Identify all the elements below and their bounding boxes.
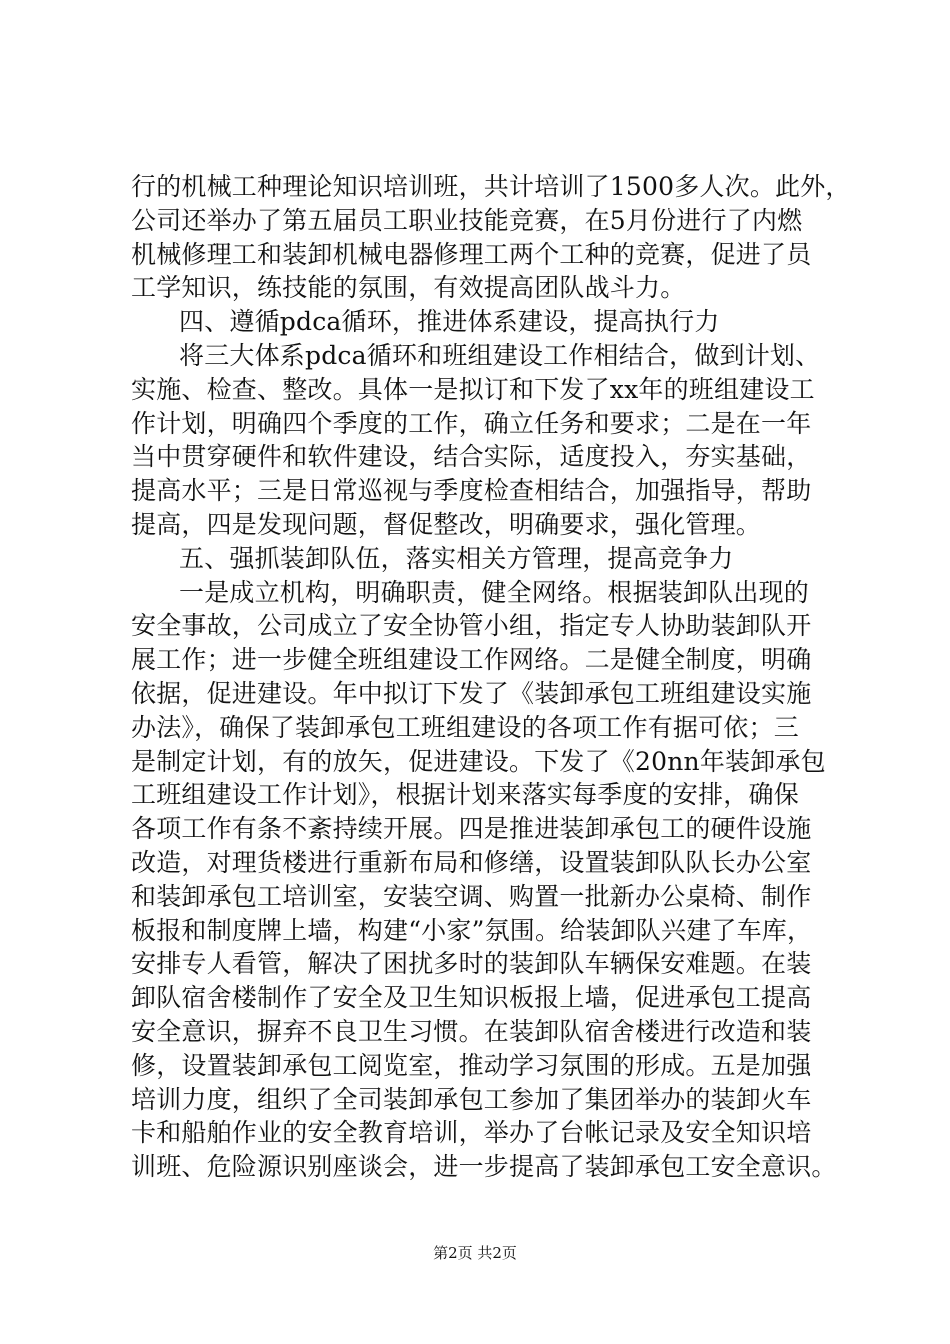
text-line: 卡和船舶作业的安全教育培训，举办了台帐记录及安全知识培: [131, 1118, 812, 1148]
text-line: 和装卸承包工培训室，安装空调、购置一批新办公桌椅、制作: [131, 881, 812, 911]
text-line: 安全意识，摒弃不良卫生习惯。在装卸队宿舍楼进行改造和装: [131, 1016, 812, 1046]
text-line: 安排专人看管，解决了困扰多时的装卸队车辆保安难题。在装: [131, 949, 812, 979]
text-line: 当中贯穿硬件和软件建设，结合实际，适度投入，夯实基础，: [131, 442, 812, 472]
text-line: 安全事故，公司成立了安全协管小组，指定专人协助装卸队开: [131, 611, 812, 641]
text-line: 卸队宿舍楼制作了安全及卫生知识板报上墙，促进承包工提高: [131, 983, 812, 1013]
text-line: 培训力度，组织了全司装卸承包工参加了集团举办的装卸火车: [131, 1084, 812, 1114]
text-line: 行的机械工种理论知识培训班，共计培训了1500多人次。此外，: [131, 172, 851, 201]
text-line: 板报和制度牌上墙，构建“小家”氛围。给装卸队兴建了车库，: [131, 915, 813, 945]
text-line: 依据，促进建设。年中拟订下发了《装卸承包工班组建设实施: [131, 678, 812, 708]
text-line: 办法》，确保了装卸承包工班组建设的各项工作有据可依；三: [131, 712, 799, 742]
text-line: 训班、危险源识别座谈会，进一步提高了装卸承包工安全意识。: [131, 1152, 837, 1182]
page-number: 第2页 共2页: [433, 1244, 517, 1262]
text-line: 公司还举办了第五届员工职业技能竞赛，在5月份进行了内燃: [131, 205, 803, 235]
body-text: [131, 170, 851, 1184]
text-line: 实施、检查、整改。具体一是拟订和下发了xx年的班组建设工: [131, 374, 815, 404]
section-heading: 四、遵循pdca循环，推进体系建设，提高执行力: [179, 307, 720, 337]
text-line: 修，设置装卸承包工阅览室，推动学习氛围的形成。五是加强: [131, 1050, 812, 1080]
text-line: 将三大体系pdca循环和班组建设工作相结合，做到计划、: [179, 340, 821, 370]
text-line: 工班组建设工作计划》，根据计划来落实每季度的安排，确保: [131, 780, 799, 810]
text-line: 是制定计划，有的放矢，促进建设。下发了《20nn年装卸承包: [131, 746, 826, 776]
text-line: 提高水平；三是日常巡视与季度检查相结合，加强指导，帮助: [131, 476, 812, 506]
text-line: 一是成立机构，明确职责，健全网络。根据装卸队出现的: [179, 577, 810, 607]
text-line: 作计划，明确四个季度的工作，确立任务和要求；二是在一年: [131, 408, 812, 438]
text-line: 改造，对理货楼进行重新布局和修缮，设置装卸队队长办公室: [131, 847, 812, 877]
text-line: 工学知识，练技能的氛围，有效提高团队战斗力。: [131, 273, 686, 303]
text-line: 机械修理工和装卸机械电器修理工两个工种的竞赛，促进了员: [131, 239, 812, 269]
text-line: 提高，四是发现问题，督促整改，明确要求，强化管理。: [131, 509, 762, 539]
section-heading: 五、强抓装卸队伍，落实相关方管理，提高竞争力: [179, 543, 734, 573]
text-line: 展工作；进一步健全班组建设工作网络。二是健全制度，明确: [131, 645, 812, 675]
text-line: 各项工作有条不紊持续开展。四是推进装卸承包工的硬件设施: [131, 814, 812, 844]
